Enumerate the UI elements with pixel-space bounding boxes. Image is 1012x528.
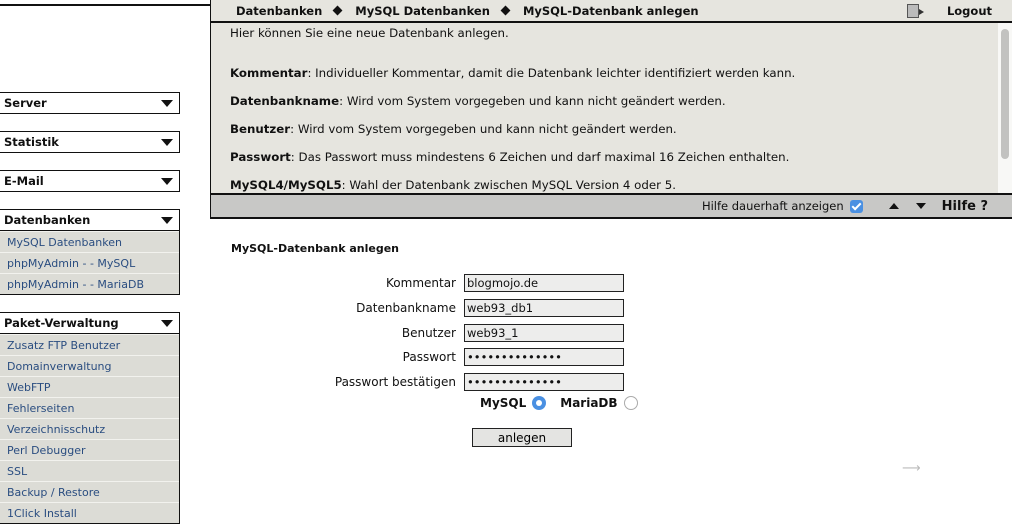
sidebar-group-email[interactable]: [0, 170, 180, 192]
sidebar-item-webftp[interactable]: WebFTP: [0, 376, 179, 397]
breadcrumb-mysql-datenbanken[interactable]: MySQL Datenbanken: [355, 3, 490, 18]
help-toolbar: [210, 193, 1012, 219]
help-term: MySQL4/MySQL5: [230, 178, 342, 192]
sidebar-header-server[interactable]: [0, 92, 180, 114]
help-text: : Wird vom System vorgegeben und kann nicht geändert werden.: [339, 94, 726, 108]
always-show-help-label: Hilfe dauerhaft anzeigen: [701, 199, 844, 213]
diamond-separator-icon: [333, 6, 343, 16]
sidebar-group-paket-verwaltung: [0, 312, 180, 524]
arrow-up-icon[interactable]: [889, 203, 899, 209]
breadcrumb: [210, 0, 1012, 23]
door-exit-icon[interactable]: [907, 4, 919, 18]
sidebar-item-mysql-datenbanken[interactable]: MySQL Datenbanken: [0, 231, 179, 252]
help-entry: [230, 66, 795, 80]
sidebar-item-ssl[interactable]: SSL: [0, 460, 179, 481]
sidebar-item-zusatz-ftp-benutzer[interactable]: Zusatz FTP Benutzer: [0, 334, 179, 355]
help-text: : Das Passwort muss mindestens 6 Zeichen und darf maximal 16 Zeichen enthalten.: [290, 150, 790, 164]
help-term: Passwort: [230, 150, 291, 164]
help-entry: [230, 122, 677, 136]
sidebar-item-phpmyadmin-mariadb[interactable]: phpMyAdmin - - MariaDB: [0, 273, 179, 294]
field-row-datenbankname: [300, 298, 624, 318]
passwort-bestaetigen-input[interactable]: [464, 373, 624, 391]
sidebar-group-statistik[interactable]: [0, 131, 180, 153]
help-term: Benutzer: [230, 122, 291, 136]
benutzer-input[interactable]: [464, 324, 624, 342]
arrow-right-icon: ⟶: [902, 461, 921, 476]
field-row-kommentar: [300, 273, 624, 293]
help-entry: [230, 178, 676, 192]
sidebar-group-datenbanken: [0, 209, 180, 295]
help-entry: [230, 94, 726, 108]
help-term: Kommentar: [230, 66, 308, 80]
always-show-help-checkbox[interactable]: [850, 200, 863, 213]
arrow-down-icon[interactable]: [916, 203, 926, 209]
chevron-down-icon[interactable]: [161, 320, 173, 327]
sidebar-item-perl-debugger[interactable]: Perl Debugger: [0, 439, 179, 460]
passwort-label: Passwort: [402, 350, 456, 364]
sidebar-header-label: Server: [4, 96, 47, 110]
kommentar-input[interactable]: [464, 274, 624, 292]
sidebar-item-backup-restore[interactable]: Backup / Restore: [0, 481, 179, 502]
help-term: Datenbankname: [230, 94, 340, 108]
breadcrumb-current: MySQL-Datenbank anlegen: [522, 3, 699, 18]
passwort-bestaetigen-label: Passwort bestätigen: [334, 375, 456, 389]
field-row-passwort-bestaetigen: [300, 372, 624, 392]
datenbankname-input[interactable]: [464, 299, 624, 317]
sidebar-header-label: Paket-Verwaltung: [4, 316, 119, 330]
help-text: : Wahl der Datenbank zwischen MySQL Version 4 oder 5.: [341, 178, 677, 192]
logout-button[interactable]: [907, 0, 992, 21]
sidebar-header-paket-verwaltung[interactable]: [0, 312, 180, 334]
diamond-separator-icon: [500, 6, 510, 16]
help-entry: [230, 150, 789, 164]
chevron-down-icon[interactable]: [161, 100, 173, 107]
passwort-input[interactable]: [464, 348, 624, 366]
chevron-down-icon[interactable]: [161, 217, 173, 224]
field-row-benutzer: [300, 323, 624, 343]
logout-label[interactable]: Logout: [946, 3, 992, 18]
mysql-radio[interactable]: [532, 396, 546, 410]
sidebar-header-label: Statistik: [4, 135, 59, 149]
sidebar-item-1click-install[interactable]: 1Click Install: [0, 502, 179, 523]
sidebar-header-email[interactable]: [0, 170, 180, 192]
sidebar-item-fehlerseiten[interactable]: Fehlerseiten: [0, 397, 179, 418]
mariadb-radio-label: MariaDB: [560, 396, 618, 410]
help-text: : Wird vom System vorgegeben und kann nicht geändert werden.: [290, 122, 677, 136]
help-toggle-button[interactable]: Hilfe ?: [941, 198, 988, 214]
mysql-radio-label: MySQL: [480, 396, 527, 410]
sidebar-items: [0, 334, 180, 524]
chevron-down-icon[interactable]: [161, 178, 173, 185]
benutzer-label: Benutzer: [401, 326, 456, 340]
sidebar-group-server[interactable]: [0, 92, 180, 114]
field-row-passwort: [300, 347, 624, 367]
help-text: : Individueller Kommentar, damit die Datenbank leichter identifiziert werden kann.: [307, 66, 796, 80]
help-intro: Hier können Sie eine neue Datenbank anlegen.: [230, 26, 509, 40]
help-scrollbar[interactable]: [998, 23, 1012, 193]
anlegen-button[interactable]: anlegen: [472, 428, 572, 447]
sidebar-header-statistik[interactable]: [0, 131, 180, 153]
help-panel: [210, 23, 1012, 193]
chevron-down-icon[interactable]: [161, 139, 173, 146]
sidebar-item-phpmyadmin-mysql[interactable]: phpMyAdmin - - MySQL: [0, 252, 179, 273]
mariadb-radio[interactable]: [624, 396, 638, 410]
db-type-radio-group: [480, 396, 638, 410]
sidebar-item-verzeichnisschutz[interactable]: Verzeichnisschutz: [0, 418, 179, 439]
scrollbar-thumb[interactable]: [1001, 29, 1009, 159]
sidebar-header-label: Datenbanken: [4, 213, 91, 227]
sidebar-header-label: E-Mail: [4, 174, 44, 188]
sidebar-item-domainverwaltung[interactable]: Domainverwaltung: [0, 355, 179, 376]
logo-area: [0, 4, 210, 84]
form-title: MySQL-Datenbank anlegen: [231, 242, 399, 255]
sidebar-header-datenbanken[interactable]: [0, 209, 180, 231]
breadcrumb-datenbanken[interactable]: Datenbanken: [236, 3, 323, 18]
datenbankname-label: Datenbankname: [356, 301, 456, 315]
kommentar-label: Kommentar: [386, 276, 456, 290]
sidebar-items: [0, 231, 180, 295]
